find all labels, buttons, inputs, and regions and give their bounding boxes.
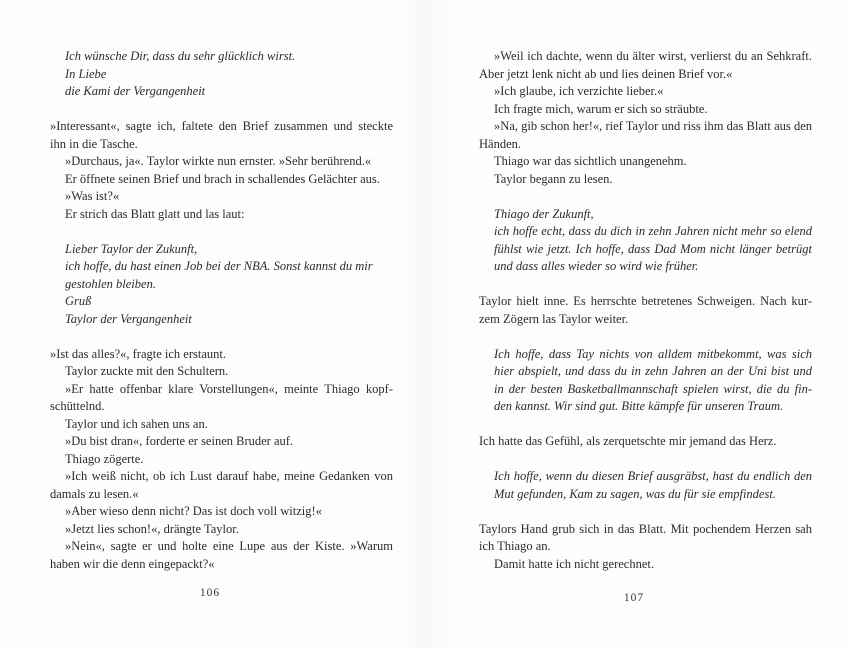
left-page-number: 106 (199, 587, 221, 599)
text-line: Aber jetzt lenk nicht ab und lies deinen Brief vor.« (479, 66, 733, 81)
text-line: Ich hoffe, dass Tay nichts von alldem mitbekommt, was sich (494, 346, 812, 361)
text-line: Taylor begann zu lesen. (494, 171, 613, 186)
text-line: »Ich glaube, ich verzichte lieber.« (494, 84, 664, 98)
text-line: ich hoffe, du hast einen Job bei der NBA. Sonst kannst du mir (65, 259, 373, 273)
text-line: »Nein«, sagte er und holte eine Lupe aus der Kiste. »Warum (65, 539, 393, 553)
text-line: »Er hatte offenbar klare Vorstellungen«, meinte Thiago kopf- (65, 381, 393, 396)
text-line: Taylors Hand grub sich in das Blatt. Mit pochendem Herzen sah (479, 521, 812, 536)
text-line: den kannst. Wir sind gut. Bitte kämpfe für unseren Traum. (494, 399, 784, 413)
text-line: ich hoffe echt, dass du dich in zehn Jahren nicht mehr so elend (494, 224, 812, 238)
text-line: Händen. (479, 136, 521, 151)
text-line: »Durchaus, ja«. Taylor wirkte nun ernster. »Sehr berührend.« (65, 154, 372, 168)
text-line: schüttelnd. (50, 399, 105, 413)
right-page-number: 107 (623, 592, 645, 604)
text-line: haben wir die denn eingepackt?« (50, 556, 215, 571)
page-gutter (398, 0, 450, 648)
text-line: hier abspielt, und dass du in zehn Jahren an der Uni bist und (494, 364, 812, 378)
text-line: »Du bist dran«, forderte er seinen Bruder auf. (65, 434, 294, 448)
text-line: die Kami der Vergangenheit (65, 84, 206, 98)
text-line: in der besten Basketballmannschaft spielen wirst, die du fin- (494, 381, 812, 396)
text-line: ihn in die Tasche. (50, 136, 138, 151)
right-page (479, 48, 812, 573)
text-line: »Jetzt lies schon!«, drängte Taylor. (65, 521, 239, 536)
text-line: damals zu lesen.« (50, 486, 139, 501)
text-line: Taylor und ich sahen uns an. (65, 416, 208, 431)
text-line: Taylor der Vergangenheit (65, 311, 192, 326)
text-line: Ich wünsche Dir, dass du sehr glücklich wirst. (65, 49, 296, 63)
text-line: Taylor zuckte mit den Schultern. (65, 364, 229, 378)
text-line: »Was ist?« (65, 189, 120, 203)
text-line: fühlst wie jetzt. Ich hoffe, dass Dad Mom nicht länger betrügt (494, 241, 812, 256)
text-line: »Weil ich dachte, wenn du älter wirst, verlierst du an Sehkraft. (494, 49, 812, 63)
text-line: gestohlen bleiben. (65, 276, 156, 291)
left-page (50, 48, 393, 573)
text-line: Ich hoffe, wenn du diesen Brief ausgräbst, hast du endlich den (494, 469, 812, 483)
text-line: Thiago zögerte. (65, 451, 144, 466)
text-line: »Aber wieso denn nicht? Das ist doch voll witzig!« (65, 504, 322, 518)
text-line: zem Zögern las Taylor weiter. (479, 311, 629, 326)
text-line: und dass alles wieder so wird wie früher. (494, 259, 699, 273)
text-line: »Na, gib schon her!«, rief Taylor und riss ihm das Blatt aus den (494, 119, 812, 133)
text-line: »Interessant«, sagte ich, faltete den Brief zusammen und steckte (50, 119, 393, 133)
text-line: Er öffnete seinen Brief und brach in schallendes Gelächter aus. (65, 171, 380, 186)
text-line: Gruß (65, 294, 92, 308)
text-line: Mut gefunden, Kam zu sagen, was du für sie empfindest. (494, 486, 776, 501)
text-line: »Ich weiß nicht, ob ich Lust darauf habe, meine Gedanken von (65, 469, 393, 483)
text-line: ich Thiago an. (479, 539, 551, 553)
text-line: Ich hatte das Gefühl, als zerquetschte mir jemand das Herz. (479, 434, 777, 448)
text-line: Ich fragte mich, warum er sich so sträubte. (494, 101, 708, 116)
text-line: Damit hatte ich nicht gerechnet. (494, 556, 655, 571)
text-line: Taylor hielt inne. Es herrschte betretenes Schweigen. Nach kur- (479, 294, 812, 308)
text-line: Thiago der Zukunft, (494, 206, 594, 221)
text-line: In Liebe (65, 66, 107, 81)
text-line: Er strich das Blatt glatt und las laut: (65, 206, 245, 221)
text-line: Lieber Taylor der Zukunft, (65, 241, 198, 256)
text-line: »Ist das alles?«, fragte ich erstaunt. (50, 346, 226, 361)
text-line: Thiago war das sichtlich unangenehm. (494, 154, 687, 168)
